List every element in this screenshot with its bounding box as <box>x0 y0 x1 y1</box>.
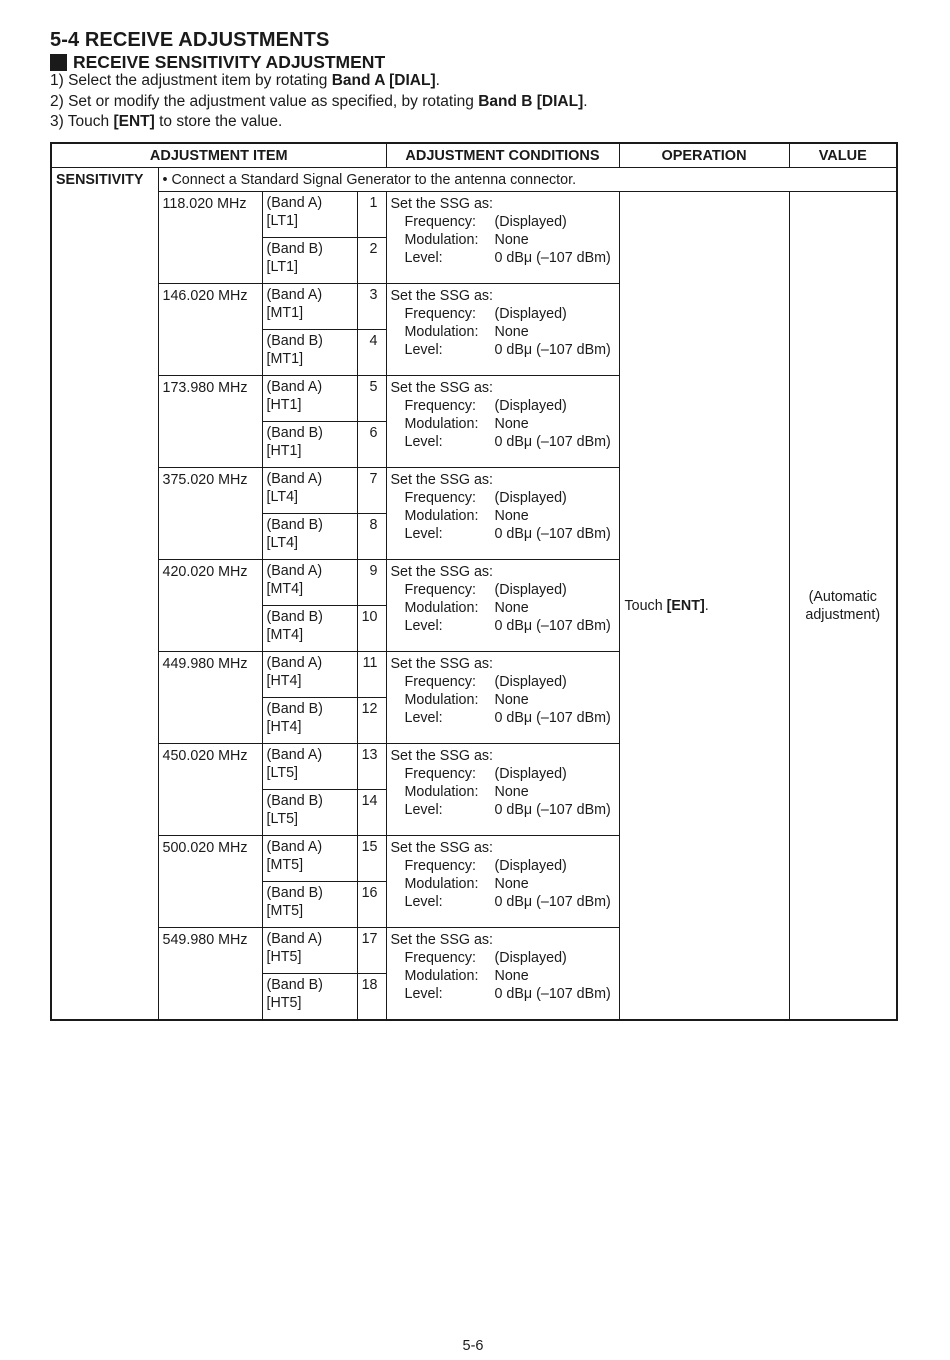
square-bullet-icon <box>50 54 67 71</box>
conditions-cell <box>386 652 619 744</box>
frequency-cell: 375.020 MHz <box>158 468 262 560</box>
table-row <box>51 192 897 238</box>
band-b-cell <box>262 238 357 284</box>
item-number: 8 <box>357 514 386 560</box>
conditions-cell <box>386 468 619 560</box>
channel-label: [HT5] <box>266 949 302 965</box>
condition-modulation: Modulation: None <box>404 508 529 524</box>
band-label: (Band B) <box>266 609 323 625</box>
item-number: 18 <box>357 974 386 1021</box>
band-label: (Band A) <box>266 747 323 763</box>
band-label: (Band A) <box>266 563 323 579</box>
channel-label: [HT4] <box>266 673 302 689</box>
item-number: 16 <box>357 882 386 928</box>
condition-level: Level: 0 dBμ (–107 dBm) <box>404 986 611 1002</box>
instruction-step-3: 3) Touch [ENT] to store the value. <box>50 113 283 130</box>
conditions-cell <box>386 928 619 1021</box>
item-number: 4 <box>357 330 386 376</box>
band-label: (Band A) <box>266 471 323 487</box>
condition-modulation: Modulation: None <box>404 600 529 616</box>
conditions-cell <box>386 284 619 376</box>
condition-frequency: Frequency: (Displayed) <box>404 674 567 690</box>
band-label: (Band B) <box>266 701 323 717</box>
condition-intro: Set the SSG as: <box>390 932 494 948</box>
band-a-cell <box>262 560 357 606</box>
band-a-cell <box>262 192 357 238</box>
channel-label: [HT5] <box>266 995 302 1011</box>
condition-frequency: Frequency: (Displayed) <box>404 306 567 322</box>
condition-frequency: Frequency: (Displayed) <box>404 490 567 506</box>
condition-level: Level: 0 dBμ (–107 dBm) <box>404 802 611 818</box>
condition-intro: Set the SSG as: <box>390 380 494 396</box>
band-label: (Band A) <box>266 379 323 395</box>
band-label: (Band B) <box>266 425 323 441</box>
adjustment-table <box>50 142 898 1021</box>
band-label: (Band A) <box>266 839 323 855</box>
condition-frequency: Frequency: (Displayed) <box>404 214 567 230</box>
condition-frequency: Frequency: (Displayed) <box>404 766 567 782</box>
condition-modulation: Modulation: None <box>404 784 529 800</box>
section-note: • Connect a Standard Signal Generator to the antenna connector. <box>158 168 897 192</box>
channel-label: [HT1] <box>266 443 302 459</box>
band-b-cell <box>262 514 357 560</box>
band-label: (Band B) <box>266 517 323 533</box>
channel-label: [LT4] <box>266 535 299 551</box>
frequency-cell: 420.020 MHz <box>158 560 262 652</box>
condition-frequency: Frequency: (Displayed) <box>404 582 567 598</box>
condition-level: Level: 0 dBμ (–107 dBm) <box>404 526 611 542</box>
page-title: 5-4 RECEIVE ADJUSTMENTS <box>50 29 330 51</box>
item-number: 11 <box>357 652 386 698</box>
channel-label: [MT1] <box>266 351 304 367</box>
band-a-cell <box>262 376 357 422</box>
item-number: 3 <box>357 284 386 330</box>
band-a-cell <box>262 836 357 882</box>
value-cell: (Automatic adjustment) <box>789 192 897 1021</box>
channel-label: [HT4] <box>266 719 302 735</box>
conditions-cell <box>386 744 619 836</box>
band-label: (Band B) <box>266 241 323 257</box>
channel-label: [LT4] <box>266 489 299 505</box>
conditions-cell <box>386 376 619 468</box>
condition-intro: Set the SSG as: <box>390 564 494 580</box>
channel-label: [LT5] <box>266 811 299 827</box>
condition-level: Level: 0 dBμ (–107 dBm) <box>404 618 611 634</box>
condition-level: Level: 0 dBμ (–107 dBm) <box>404 434 611 450</box>
band-label: (Band B) <box>266 793 323 809</box>
conditions-cell <box>386 560 619 652</box>
band-b-cell <box>262 606 357 652</box>
band-a-cell <box>262 284 357 330</box>
band-a-cell <box>262 744 357 790</box>
condition-modulation: Modulation: None <box>404 876 529 892</box>
band-b-cell <box>262 698 357 744</box>
condition-intro: Set the SSG as: <box>390 840 494 856</box>
condition-level: Level: 0 dBμ (–107 dBm) <box>404 710 611 726</box>
operation-cell: Touch [ENT]. <box>619 192 789 1021</box>
condition-level: Level: 0 dBμ (–107 dBm) <box>404 342 611 358</box>
frequency-cell: 118.020 MHz <box>158 192 262 284</box>
channel-label: [LT1] <box>266 259 299 275</box>
condition-modulation: Modulation: None <box>404 416 529 432</box>
band-label: (Band A) <box>266 195 323 211</box>
condition-level: Level: 0 dBμ (–107 dBm) <box>404 250 611 266</box>
item-number: 17 <box>357 928 386 974</box>
table-header-row <box>51 143 897 168</box>
channel-label: [MT4] <box>266 581 304 597</box>
frequency-cell: 146.020 MHz <box>158 284 262 376</box>
conditions-cell <box>386 192 619 284</box>
header-operation: OPERATION <box>619 143 789 168</box>
condition-intro: Set the SSG as: <box>390 196 494 212</box>
item-number: 14 <box>357 790 386 836</box>
band-b-cell <box>262 330 357 376</box>
item-number: 10 <box>357 606 386 652</box>
condition-intro: Set the SSG as: <box>390 748 494 764</box>
section-row <box>51 168 897 192</box>
condition-frequency: Frequency: (Displayed) <box>404 398 567 414</box>
item-number: 1 <box>357 192 386 238</box>
channel-label: [MT5] <box>266 903 304 919</box>
frequency-cell: 549.980 MHz <box>158 928 262 1021</box>
band-b-cell <box>262 422 357 468</box>
band-a-cell <box>262 652 357 698</box>
header-value: VALUE <box>789 143 897 168</box>
band-label: (Band B) <box>266 977 323 993</box>
instruction-step-1: 1) Select the adjustment item by rotating Band A [DIAL]. <box>50 72 440 89</box>
item-number: 6 <box>357 422 386 468</box>
channel-label: [MT4] <box>266 627 304 643</box>
item-number: 12 <box>357 698 386 744</box>
condition-intro: Set the SSG as: <box>390 472 494 488</box>
channel-label: [MT5] <box>266 857 304 873</box>
channel-label: [HT1] <box>266 397 302 413</box>
condition-level: Level: 0 dBμ (–107 dBm) <box>404 894 611 910</box>
header-adjustment-conditions: ADJUSTMENT CONDITIONS <box>386 143 619 168</box>
band-label: (Band B) <box>266 333 323 349</box>
band-b-cell <box>262 882 357 928</box>
condition-modulation: Modulation: None <box>404 232 529 248</box>
instruction-step-2: 2) Set or modify the adjustment value as specified, by rotating Band B [DIAL]. <box>50 93 588 110</box>
item-number: 13 <box>357 744 386 790</box>
section-title <box>50 52 385 73</box>
band-label: (Band A) <box>266 655 323 671</box>
item-number: 2 <box>357 238 386 284</box>
band-b-cell <box>262 974 357 1021</box>
item-number: 9 <box>357 560 386 606</box>
conditions-cell <box>386 836 619 928</box>
item-number: 5 <box>357 376 386 422</box>
header-adjustment-item: ADJUSTMENT ITEM <box>51 143 386 168</box>
frequency-cell: 449.980 MHz <box>158 652 262 744</box>
frequency-cell: 500.020 MHz <box>158 836 262 928</box>
condition-modulation: Modulation: None <box>404 324 529 340</box>
page-number: 5-6 <box>462 1338 484 1354</box>
band-a-cell <box>262 468 357 514</box>
band-b-cell <box>262 790 357 836</box>
item-number: 15 <box>357 836 386 882</box>
band-a-cell <box>262 928 357 974</box>
item-number: 7 <box>357 468 386 514</box>
condition-frequency: Frequency: (Displayed) <box>404 858 567 874</box>
band-label: (Band A) <box>266 287 323 303</box>
frequency-cell: 173.980 MHz <box>158 376 262 468</box>
band-label: (Band A) <box>266 931 323 947</box>
channel-label: [MT1] <box>266 305 304 321</box>
condition-modulation: Modulation: None <box>404 968 529 984</box>
channel-label: [LT5] <box>266 765 299 781</box>
condition-frequency: Frequency: (Displayed) <box>404 950 567 966</box>
band-label: (Band B) <box>266 885 323 901</box>
section-title-text: RECEIVE SENSITIVITY ADJUSTMENT <box>73 52 386 72</box>
condition-intro: Set the SSG as: <box>390 656 494 672</box>
condition-intro: Set the SSG as: <box>390 288 494 304</box>
channel-label: [LT1] <box>266 213 299 229</box>
section-label-sensitivity: SENSITIVITY <box>51 168 158 1021</box>
frequency-cell: 450.020 MHz <box>158 744 262 836</box>
condition-modulation: Modulation: None <box>404 692 529 708</box>
